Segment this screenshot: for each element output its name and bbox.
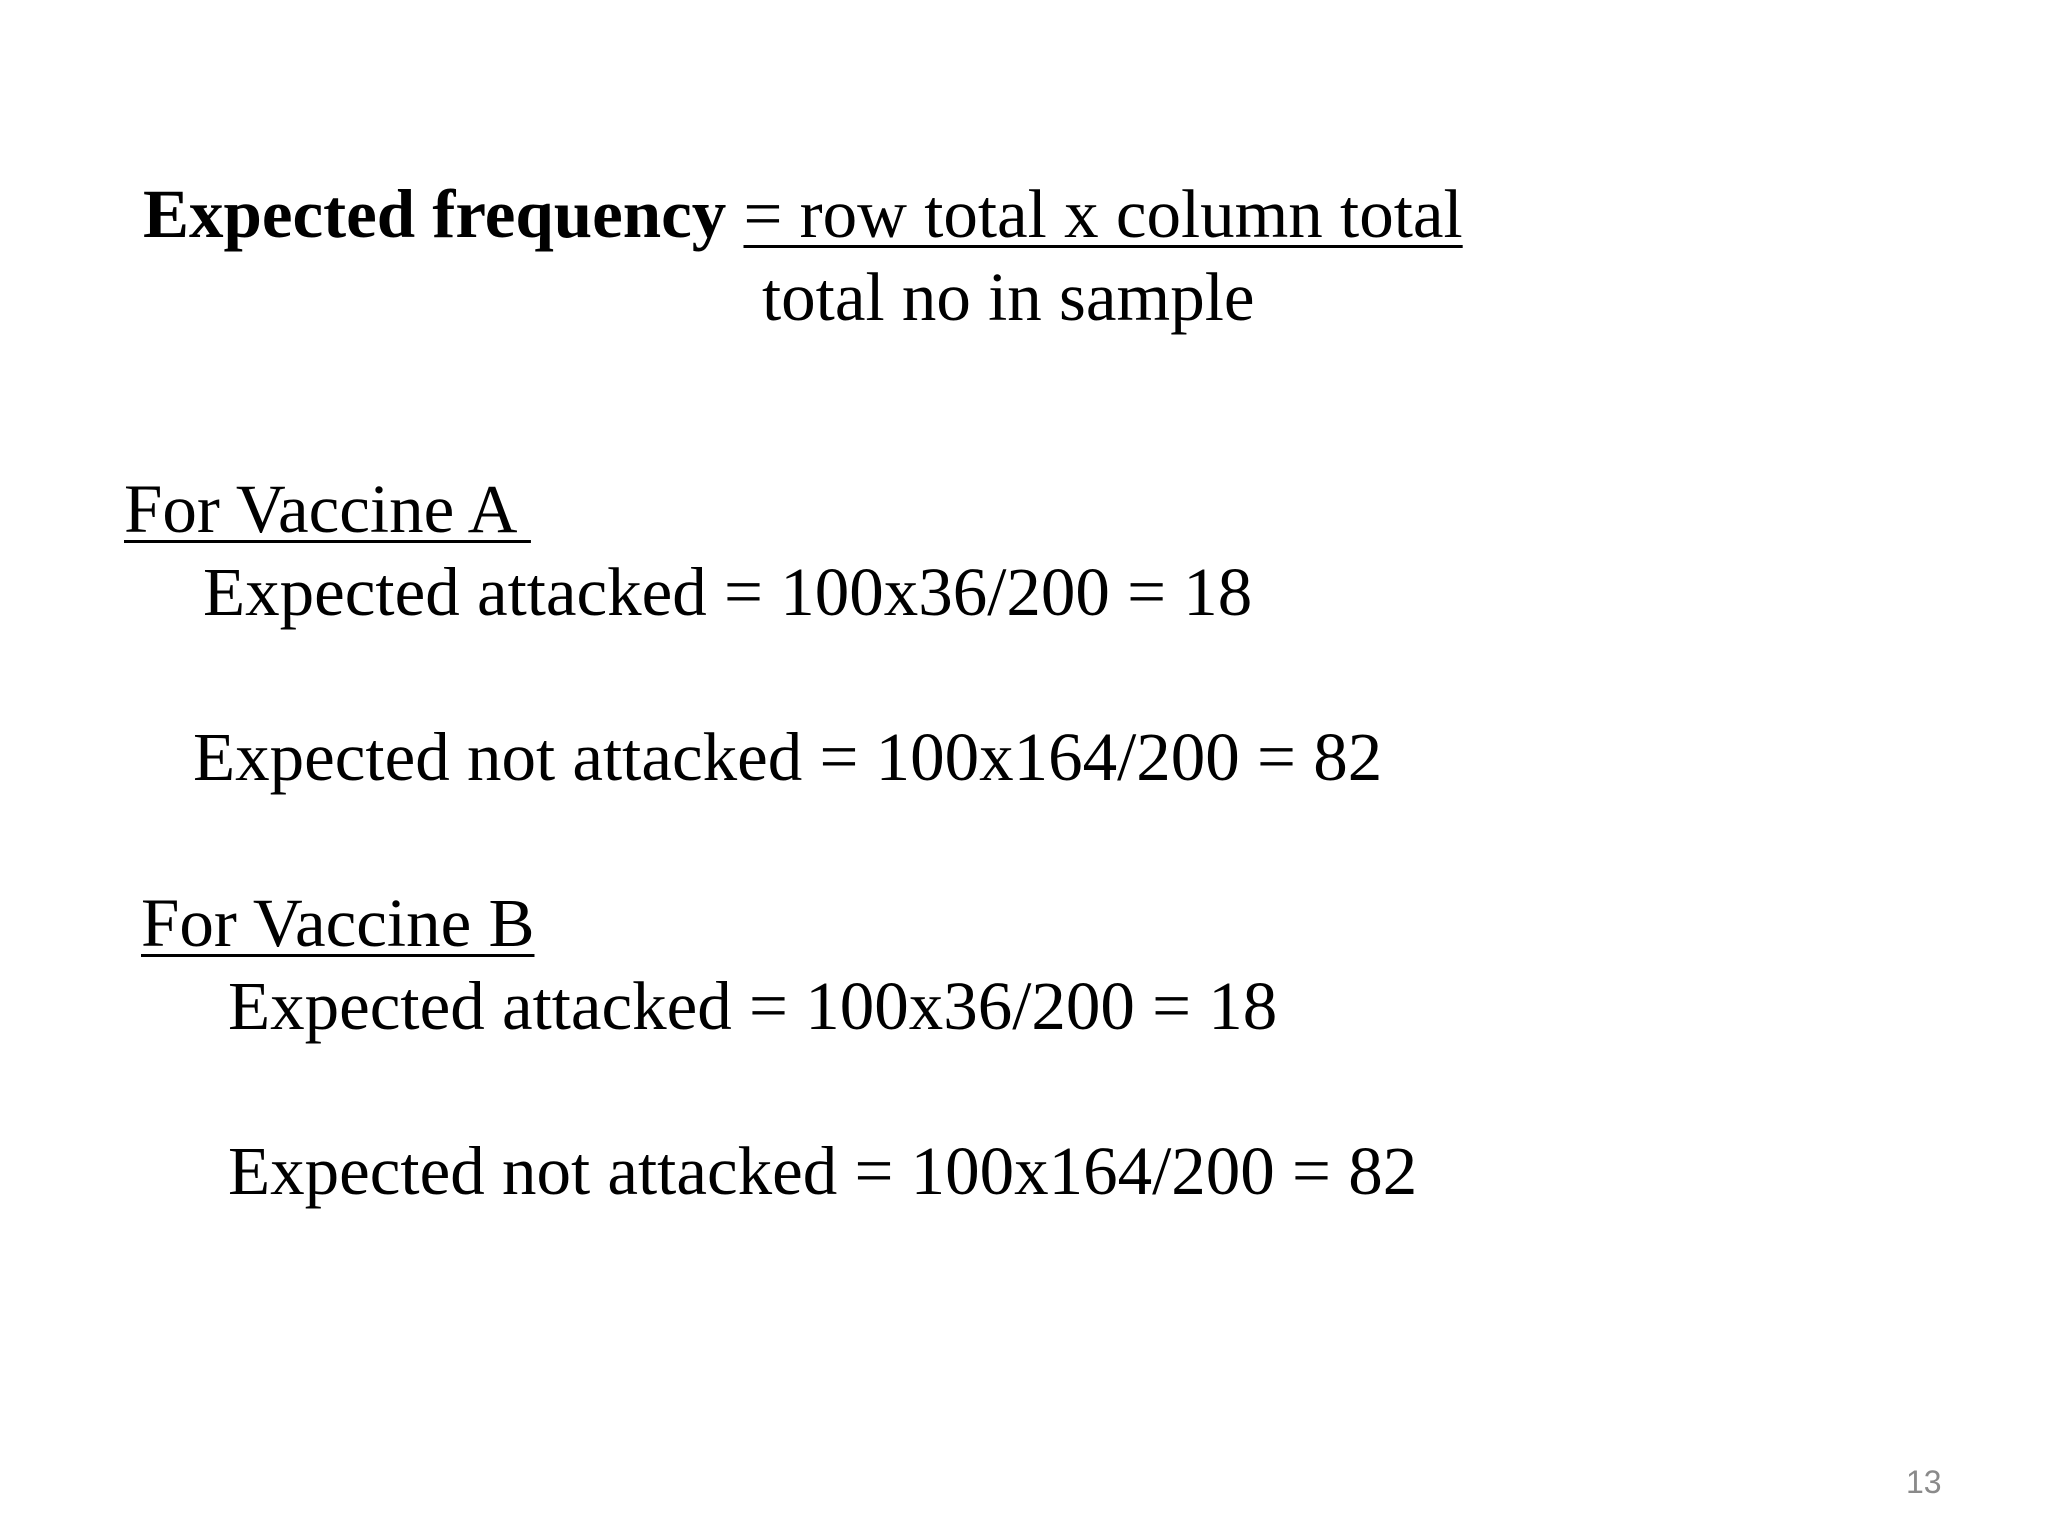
page-number: 13 — [1906, 1464, 1942, 1500]
formula-denominator: total no in sample — [762, 259, 1255, 335]
vaccine-a-expected-attacked: Expected attacked = 100x36/200 = 18 — [203, 554, 1253, 630]
vaccine-a-expected-not-attacked: Expected not attacked = 100x164/200 = 82 — [193, 719, 1383, 795]
formula-numerator: = row total x column total — [743, 176, 1463, 252]
formula-label: Expected frequency — [143, 176, 727, 252]
formula-line — [143, 176, 1463, 252]
vaccine-b-expected-attacked: Expected attacked = 100x36/200 = 18 — [228, 968, 1278, 1044]
vaccine-b-heading: For Vaccine B — [141, 885, 535, 961]
vaccine-b-expected-not-attacked: Expected not attacked = 100x164/200 = 82 — [228, 1133, 1418, 1209]
vaccine-a-heading: For Vaccine A — [124, 471, 531, 547]
